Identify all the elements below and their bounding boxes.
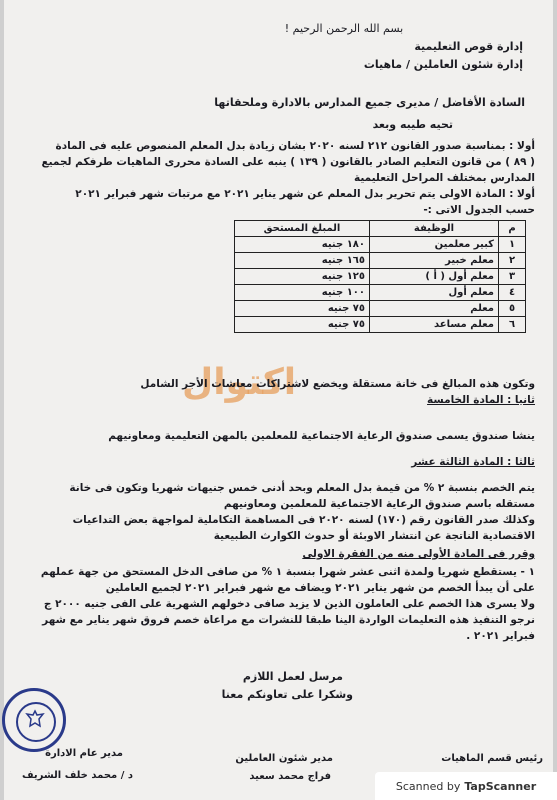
- row-num: ٤: [499, 285, 526, 301]
- third-line-1: يتم الخصم بنسبة ٢ % من قيمة بدل المعلم وبحد أدنى خمس جنيهات شهريا وتكون فى خانة: [69, 482, 535, 494]
- first-para-line-2: ( ٨٩ ) من قانون التعليم الصادر بالقانون ( ١٣٩ ) ينبه على السادة محررى الماهيات طرفكم لجميع: [41, 156, 535, 168]
- first-para-line-5: حسب الجدول الاتى :-: [423, 204, 535, 216]
- eagle-emblem-icon: [23, 708, 47, 732]
- col-header-amount: المبلغ المستحق: [235, 221, 370, 237]
- row-amount: ٧٥ جنيه: [235, 317, 370, 333]
- greeting: تحيه طيبه وبعد: [372, 118, 453, 131]
- row-job: معلم مساعد: [370, 317, 499, 333]
- row-job: معلم أول ( أ ): [370, 269, 499, 285]
- row-job: كبير معلمين: [370, 237, 499, 253]
- col-header-num: م: [499, 221, 526, 237]
- watermark-logo: اكتوال: [182, 362, 297, 403]
- row-job: معلم أول: [370, 285, 499, 301]
- scanner-badge: [375, 772, 557, 800]
- allowance-table: [234, 220, 526, 333]
- scanner-brand: TapScanner: [464, 779, 537, 793]
- table-row: [235, 317, 526, 333]
- signature-general-director-name: د / محمد خلف الشريف: [21, 770, 133, 781]
- signature-head-of-salaries: رئيس قسم الماهيات: [441, 753, 543, 764]
- third-line-8: ولا يسرى هذا الخصم على العاملون الذين لا يزيد صافى دخولهم الشهرية على الفى جنيه ٢٠٠٠ ج: [43, 598, 535, 610]
- table-row: [235, 237, 526, 253]
- closing-line-2: وشكرا على تعاونكم معنا: [221, 688, 353, 701]
- second-title: ثانيا : المادة الخامسة: [427, 394, 535, 406]
- basmala: بسم الله الرحمن الرحيم !: [284, 22, 404, 35]
- header-directorate: إدارة قوص التعليمية: [414, 40, 523, 53]
- row-job: معلم خبير: [370, 253, 499, 269]
- col-header-job: الوظيفة: [370, 221, 499, 237]
- third-line-5: وقرر فى المادة الأولى منه من الفقرة الاولى: [302, 548, 535, 560]
- signature-hr-director-name: فراج محمد سعيد: [249, 771, 331, 782]
- row-amount: ١٦٥ جنيه: [235, 253, 370, 269]
- row-num: ٥: [499, 301, 526, 317]
- third-line-9: نرجو التنفيذ هذه التعليمات الواردة الينا طبقا للنشرات مع مراعاة خصم فروق شهر يناير مع شهر: [42, 614, 535, 626]
- row-num: ٦: [499, 317, 526, 333]
- row-amount: ١٢٥ جنيه: [235, 269, 370, 285]
- signature-hr-director-title: مدير شئون العاملين: [235, 753, 333, 764]
- table-row: [235, 269, 526, 285]
- first-para-line-4: أولا : المادة الاولى يتم تحرير بدل المعلم عن شهر يناير ٢٠٢١ مع مرتبات شهر فبراير ٢٠٢١: [75, 188, 535, 200]
- scanner-prefix: Scanned by: [395, 779, 461, 793]
- third-line-2: مستقله باسم صندوق الرعاية الاجتماعية للمعلمين ومعاونيهم: [223, 498, 535, 510]
- row-job: معلم: [370, 301, 499, 317]
- table-row: [235, 285, 526, 301]
- header-department: إدارة شئون العاملين / ماهيات: [363, 58, 523, 71]
- after-table-note: وتكون هذه المبالغ فى خانة مستقلة ويخضع لاشتراكات معاشات الأجر الشامل: [140, 378, 535, 390]
- third-title: ثالثا : المادة الثالثة عشر: [411, 456, 535, 468]
- third-line-3: وكذلك صدر القانون رقم (١٧٠) لسنه ٢٠٢٠ فى المساهمة التكاملية لمواجهة بعض التداعيات: [72, 514, 535, 526]
- third-line-6: ١ - يستقطع شهريا ولمدة اثنى عشر شهرا بنسبة ١ % من صافى الدخل المستحق من جهة عملهم: [40, 566, 535, 578]
- table-row: [235, 253, 526, 269]
- table-row: [235, 301, 526, 317]
- document-page: [4, 0, 553, 800]
- first-para-line-3: المدارس بمختلف المراحل التعليمية: [353, 172, 535, 184]
- official-stamp: [2, 688, 66, 752]
- closing-line-1: مرسل لعمل اللازم: [242, 670, 343, 683]
- addressee: السادة الأفاضل / مديرى جميع المدارس بالادارة وملحقاتها: [214, 96, 525, 109]
- row-num: ٢: [499, 253, 526, 269]
- third-line-10: فبراير ٢٠٢١ .: [466, 630, 535, 642]
- row-num: ١: [499, 237, 526, 253]
- row-amount: ١٠٠ جنيه: [235, 285, 370, 301]
- table-header-row: [235, 221, 526, 237]
- third-line-7: على أن يبدأ الخصم من شهر يناير ٢٠٢١ ويضاف مع شهر فبراير ٢٠٢١ لجميع العاملين: [105, 582, 535, 594]
- row-num: ٣: [499, 269, 526, 285]
- second-body: ينشا صندوق يسمى صندوق الرعاية الاجتماعية للمعلمين بالمهن التعليمية ومعاونيهم: [108, 430, 535, 442]
- first-para-line-1: أولا : بمناسبة صدور القانون ٢١٢ لسنه ٢٠٢٠ بشان زيادة بدل المعلم المنصوص عليه فى المادة: [55, 140, 535, 152]
- signature-general-director-title: مدير عام الادارة: [45, 748, 123, 759]
- third-line-4: الاقتصادية الناتجة عن انتشار الاوبئة أو حدوث الكوارث الطبيعية: [213, 530, 535, 542]
- row-amount: ٧٥ جنيه: [235, 301, 370, 317]
- row-amount: ١٨٠ جنيه: [235, 237, 370, 253]
